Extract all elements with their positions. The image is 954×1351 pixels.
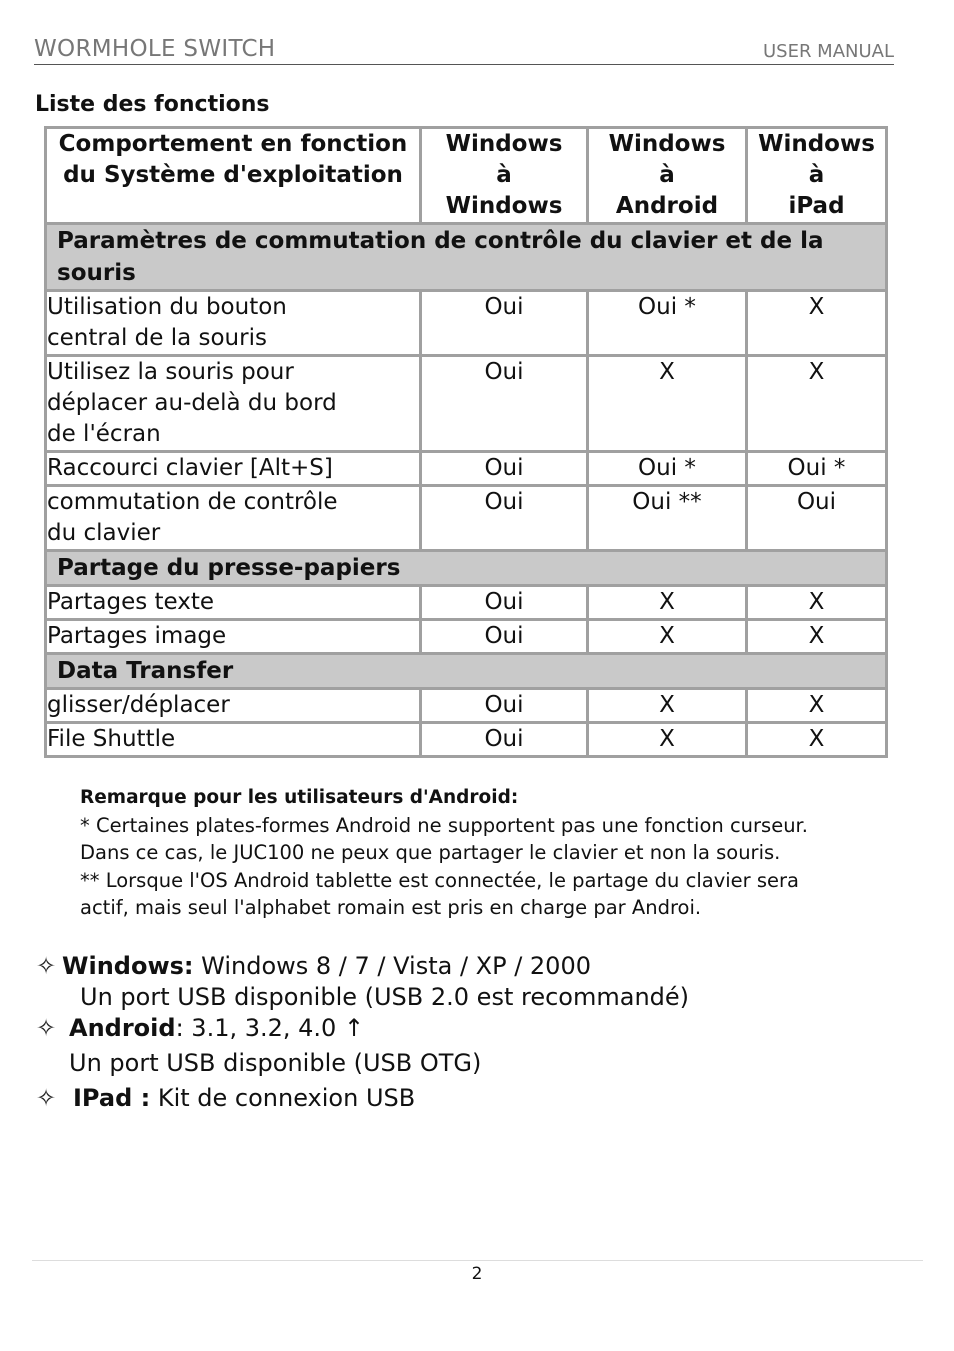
value-cell: X <box>588 723 747 757</box>
header-feature-cell <box>46 128 421 224</box>
column-win-ipad <box>747 128 887 224</box>
feature-cell <box>46 356 421 452</box>
value-cell: Oui <box>421 356 588 452</box>
feature-line: Utilisez la souris pour <box>47 359 294 385</box>
note-line: actif, mais seul l'alphabet romain est pris en charge par Androi. <box>80 896 702 919</box>
value-cell: Oui * <box>588 291 747 356</box>
feature-line: de l'écran <box>47 421 161 447</box>
feature-cell <box>46 620 421 654</box>
requirement-windows-sub: Un port USB disponible (USB 2.0 est recommandé) <box>80 983 690 1011</box>
note-line: ** Lorsque l'OS Android tablette est connectée, le partage du clavier sera <box>80 868 799 892</box>
column-win-android <box>588 128 747 224</box>
windows-versions: Windows 8 / 7 / Vista / XP / 2000 <box>193 952 591 980</box>
value-cell: X <box>747 620 887 654</box>
value-cell: X <box>588 689 747 723</box>
value-cell: Oui <box>747 486 887 551</box>
column-win-win <box>421 128 588 224</box>
value-cell: Oui <box>421 291 588 356</box>
value-cell: Oui ** <box>588 486 747 551</box>
feature-line: Partages image <box>47 623 227 649</box>
value-cell: X <box>747 689 887 723</box>
requirement-android <box>36 1014 364 1042</box>
feature-cell <box>46 689 421 723</box>
page-number: 2 <box>471 1264 483 1284</box>
value-cell: X <box>747 586 887 620</box>
section-title: Liste des fonctions <box>35 92 270 117</box>
value-cell: Oui <box>421 452 588 486</box>
feature-cell <box>46 723 421 757</box>
value-cell: Oui * <box>747 452 887 486</box>
value-cell: Oui <box>421 689 588 723</box>
table-header-row <box>46 128 887 224</box>
value-cell: X <box>747 356 887 452</box>
android-versions: : 3.1, 3.2, 4.0 ↑ <box>175 1014 365 1042</box>
value-cell: X <box>747 723 887 757</box>
ipad-label: IPad : <box>73 1084 151 1112</box>
feature-cell <box>46 291 421 356</box>
column-label-line: Windows <box>608 131 726 157</box>
value-cell: X <box>747 291 887 356</box>
value-cell: Oui * <box>588 452 747 486</box>
android-note <box>80 784 910 922</box>
table-row <box>46 620 887 654</box>
sparkle-bullet-icon: ✧ <box>36 1014 57 1042</box>
requirement-android-sub: Un port USB disponible (USB OTG) <box>69 1049 482 1077</box>
header-feature-line: Comportement en fonction <box>58 131 408 157</box>
group-row-keyboard-mouse <box>46 224 887 291</box>
feature-cell <box>46 486 421 551</box>
android-label: Android <box>69 1014 176 1042</box>
feature-line: File Shuttle <box>47 726 176 752</box>
table-row <box>46 486 887 551</box>
value-cell: X <box>588 356 747 452</box>
feature-line: Utilisation du bouton <box>47 294 287 320</box>
requirement-windows <box>36 952 591 980</box>
feature-table <box>44 126 888 758</box>
table-row <box>46 356 887 452</box>
group-title: Partage du presse-papiers <box>46 551 887 586</box>
feature-line: du clavier <box>47 520 161 546</box>
footer-divider <box>32 1260 923 1261</box>
feature-cell <box>46 586 421 620</box>
header-product-name: WORMHOLE SWITCH <box>34 36 276 62</box>
table-row <box>46 689 887 723</box>
note-line: Dans ce cas, le JUC100 ne peux que partager le clavier et non la souris. <box>80 841 781 864</box>
feature-cell <box>46 452 421 486</box>
table-row <box>46 586 887 620</box>
requirement-ipad <box>36 1084 415 1112</box>
group-row-clipboard <box>46 551 887 586</box>
ipad-requirement: Kit de connexion USB <box>150 1084 416 1112</box>
column-label-line: à <box>496 162 512 188</box>
sparkle-bullet-icon: ✧ <box>36 952 57 980</box>
windows-label: Windows: <box>62 952 194 980</box>
feature-line: glisser/déplacer <box>47 692 230 718</box>
column-label-line: Android <box>615 193 719 219</box>
column-label-line: Windows <box>758 131 875 157</box>
table-row <box>46 723 887 757</box>
value-cell: X <box>588 620 747 654</box>
feature-line: Raccourci clavier [Alt+S] <box>47 455 333 481</box>
header-feature-line: du Système d'exploitation <box>63 162 403 188</box>
header-manual-label: USER MANUAL <box>762 41 894 62</box>
group-title: Data Transfer <box>46 654 887 689</box>
value-cell: Oui <box>421 486 588 551</box>
table-row <box>46 291 887 356</box>
feature-line: commutation de contrôle <box>47 489 338 515</box>
note-line: * Certaines plates-formes Android ne supportent pas une fonction curseur. <box>80 813 808 837</box>
column-label-line: à <box>808 162 825 188</box>
sparkle-bullet-icon: ✧ <box>36 1084 57 1112</box>
page-header <box>34 36 894 65</box>
feature-line: central de la souris <box>47 325 267 351</box>
column-label-line: Windows <box>445 193 563 219</box>
group-title: Paramètres de commutation de contrôle du clavier et de la souris <box>46 224 887 291</box>
column-label-line: iPad <box>788 193 845 219</box>
value-cell: Oui <box>421 723 588 757</box>
group-row-data-transfer <box>46 654 887 689</box>
note-title: Remarque pour les utilisateurs d'Android: <box>80 787 519 808</box>
table-row <box>46 452 887 486</box>
feature-line: Partages texte <box>47 589 215 615</box>
value-cell: Oui <box>421 620 588 654</box>
column-label-line: Windows <box>445 131 563 157</box>
value-cell: X <box>588 586 747 620</box>
value-cell: Oui <box>421 586 588 620</box>
feature-line: déplacer au-delà du bord <box>47 390 337 416</box>
column-label-line: à <box>659 162 675 188</box>
